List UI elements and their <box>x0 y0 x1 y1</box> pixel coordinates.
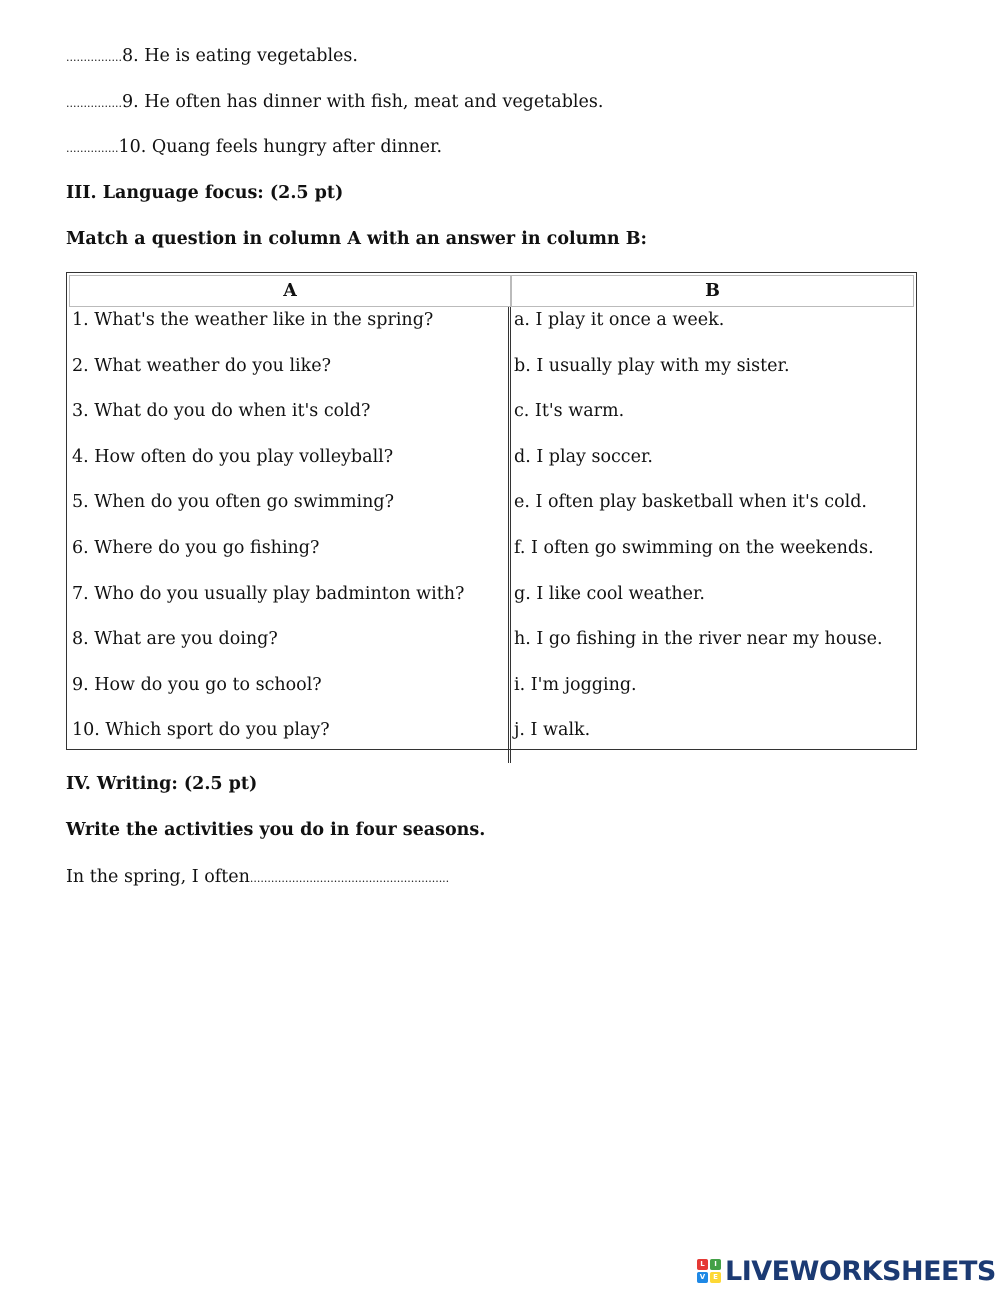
question-cell: 6. Where do you go fishing? <box>69 535 511 581</box>
logo-blocks-icon <box>697 1259 721 1283</box>
statement-text: 10. Quang feels hungry after dinner. <box>118 137 443 157</box>
question-cell: 5. When do you often go swimming? <box>69 489 511 535</box>
answer-blank[interactable]: ................ <box>66 51 122 64</box>
question-cell: 7. Who do you usually play badminton with? <box>69 581 511 627</box>
section-4-instruction: Write the activities you do in four seasons. <box>66 820 486 840</box>
question-cell: 3. What do you do when it's cold? <box>69 398 511 444</box>
logo-block: E <box>710 1272 721 1283</box>
question-cell: 8. What are you doing? <box>69 626 511 672</box>
section-3-heading: III. Language focus: (2.5 pt) <box>66 183 344 203</box>
answer-blank[interactable]: ................ <box>66 97 122 110</box>
table-row <box>69 672 914 718</box>
writing-prompt-text: In the spring, I often <box>66 867 250 887</box>
answer-blank[interactable]: ............... <box>66 142 119 155</box>
statement-8 <box>66 45 358 69</box>
table-row <box>69 398 914 444</box>
table-row <box>69 717 914 763</box>
answer-cell: b. I usually play with my sister. <box>514 355 790 376</box>
answer-cell: i. I'm jogging. <box>514 674 637 695</box>
table-row <box>69 444 914 490</box>
liveworksheets-logo <box>697 1254 996 1288</box>
table-row <box>69 489 914 535</box>
question-cell: 9. How do you go to school? <box>69 672 511 718</box>
answer-cell: e. I often play basketball when it's cold. <box>514 492 867 513</box>
question-cell: 1. What's the weather like in the spring? <box>69 307 511 353</box>
section-3-instruction: Match a question in column A with an answer in column B: <box>66 229 647 249</box>
answer-cell: d. I play soccer. <box>514 446 653 467</box>
question-cell: 4. How often do you play volleyball? <box>69 444 511 490</box>
logo-block: L <box>697 1259 708 1270</box>
column-a-header: A <box>69 275 511 307</box>
statement-10 <box>66 136 442 160</box>
table-row <box>69 626 914 672</box>
answer-cell: j. I walk. <box>514 720 591 741</box>
answer-cell: c. It's warm. <box>514 401 625 422</box>
table-row <box>69 535 914 581</box>
matching-table <box>66 272 917 750</box>
statement-text: 9. He often has dinner with fish, meat and vegetables. <box>121 92 604 112</box>
writing-answer-blank[interactable]: ......................................................... <box>249 872 450 885</box>
answer-cell: a. I play it once a week. <box>514 310 725 330</box>
question-cell: 2. What weather do you like? <box>69 353 511 399</box>
writing-prompt <box>66 866 449 890</box>
table-row <box>69 581 914 627</box>
statement-9 <box>66 91 603 115</box>
column-b-header: B <box>511 275 914 307</box>
question-cell: 10. Which sport do you play? <box>69 717 511 763</box>
section-4-heading: IV. Writing: (2.5 pt) <box>66 774 258 794</box>
answer-cell: g. I like cool weather. <box>514 583 705 604</box>
logo-block: V <box>697 1272 708 1283</box>
statement-text: 8. He is eating vegetables. <box>121 46 358 66</box>
answer-cell: h. I go fishing in the river near my house. <box>514 629 883 650</box>
logo-block: I <box>710 1259 721 1270</box>
answer-cell: f. I often go swimming on the weekends. <box>514 537 874 558</box>
table-row <box>69 307 914 353</box>
logo-text: LIVEWORKSHEETS <box>725 1255 996 1287</box>
table-row <box>69 353 914 399</box>
